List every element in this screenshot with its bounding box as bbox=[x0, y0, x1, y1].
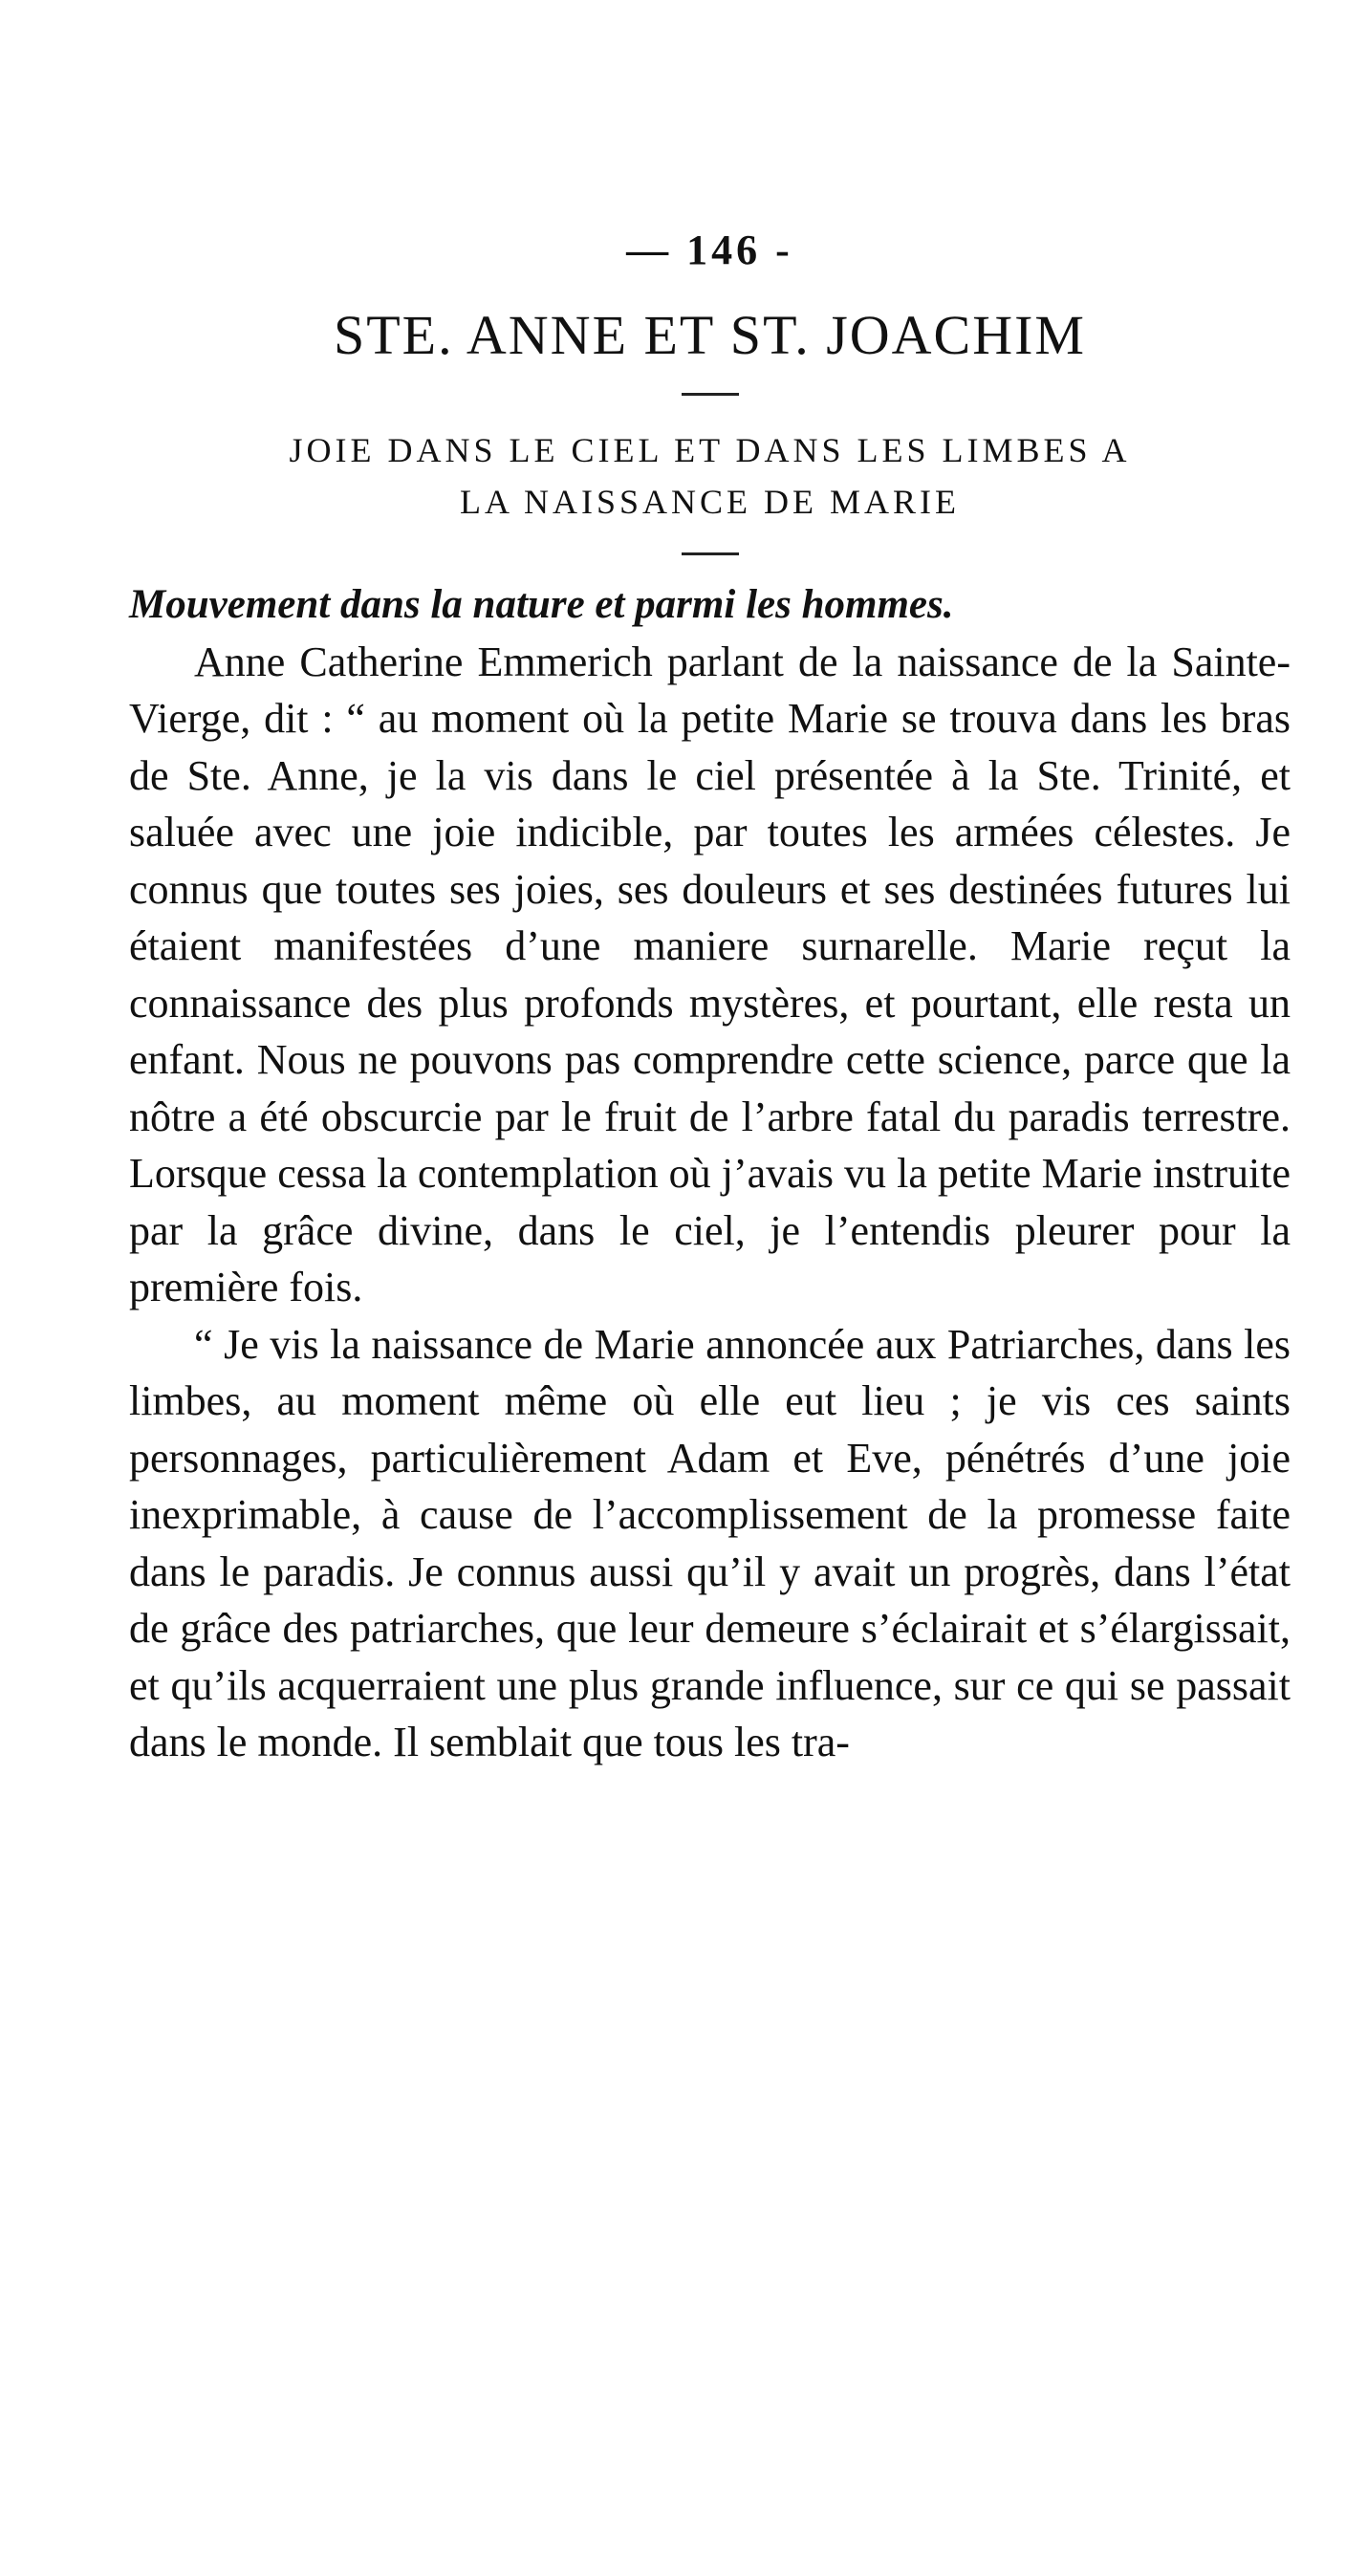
body-paragraph: Anne Catherine Emmerich parlant de la naissance de la Sainte-Vierge, dit : “ au moment où la petite Marie se trouva dans les bras de Ste. Anne, je la vis dans le ciel présentée à la Ste. Trinité, et saluée avec une joie indicible, par toutes les armées célestes. Je connus que toutes ses joies, ses douleurs et ses destinées futures lui étaient manifestées d’une maniere surnarelle. Marie reçut la connaissance des plus profonds mystères, et pourtant, elle resta un enfant. Nous ne pouvons pas comprendre cette science, parce que la nôtre a été obscurcie par le fruit de l’arbre fatal du paradis terrestre. Lorsque cessa la contemplation où j’avais vu la petite Marie instruite par la grâce divine, dans le ciel, je l’entendis pleurer pour la première fois. bbox=[129, 638, 1291, 1311]
book-page bbox=[129, 229, 1291, 1771]
subtitle-divider bbox=[682, 552, 739, 555]
page-number: — 146 - bbox=[626, 227, 793, 273]
chapter-title: STE. ANNE ET ST. JOACHIM bbox=[334, 304, 1086, 366]
chapter-subtitle-line-1: JOIE DANS LE CIEL ET DANS LES LIMBES A bbox=[289, 430, 1131, 469]
chapter-subtitle-line-2: LA NAISSANCE DE MARIE bbox=[459, 482, 960, 521]
body-paragraph: “ Je vis la naissance de Marie annoncée aux Patriarches, dans les limbes, au moment même où elle eut lieu ; je vis ces saints personnages, particulièrement Adam et Eve, pénétrés d’une joie inexprimable, à cause de l’accomplissement de la promesse faite dans le paradis. Je connus aussi qu’il y avait un progrès, dans l’état de grâce des patriarches, que leur demeure s’éclairait et s’élargissait, et qu’ils acquerraient une plus grande influence, sur ce qui se passait dans le monde. Il semblait que tous les tra- bbox=[129, 1320, 1291, 1766]
title-divider bbox=[682, 393, 739, 396]
section-heading: Mouvement dans la nature et parmi les hommes. bbox=[129, 581, 954, 627]
